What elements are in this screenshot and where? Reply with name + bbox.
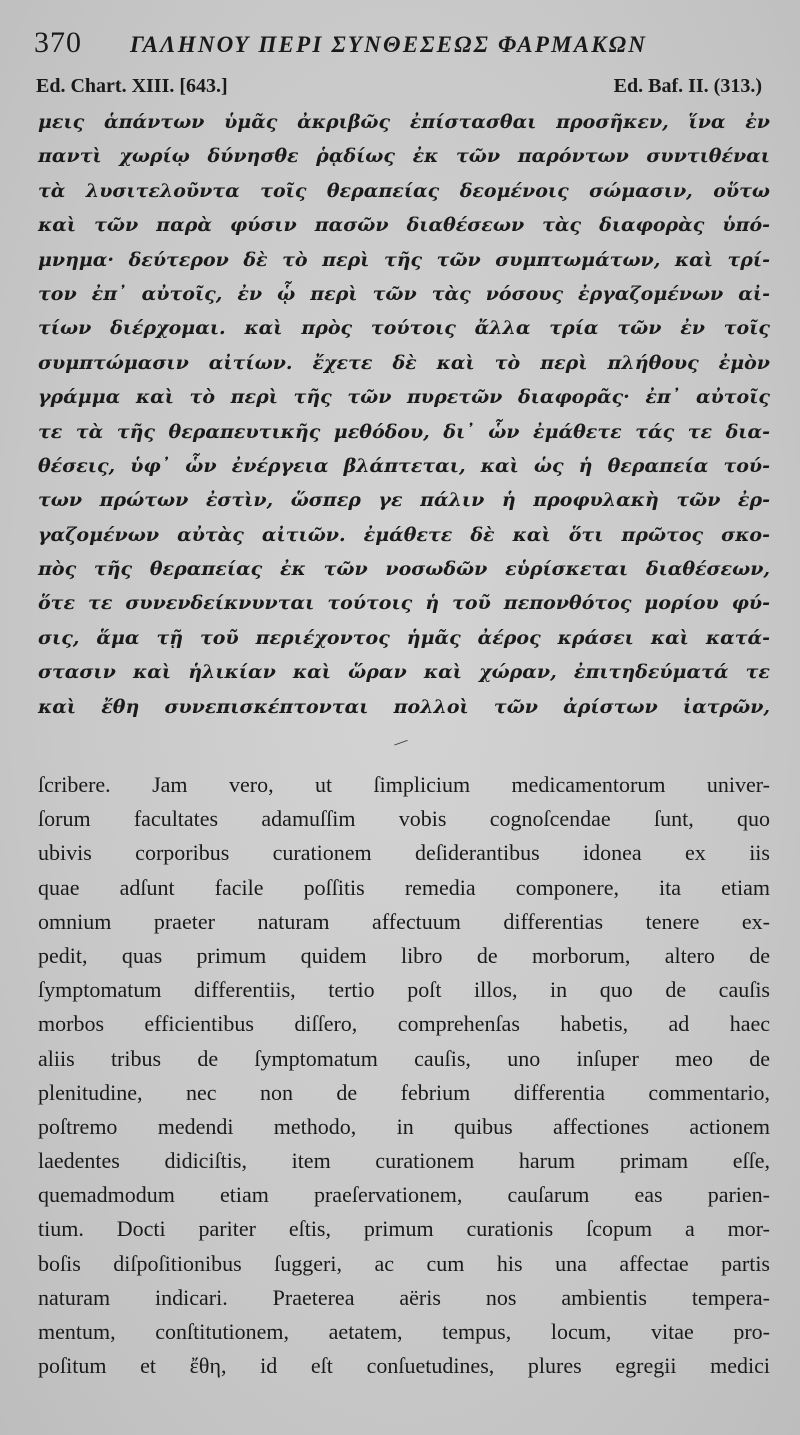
greek-text-line: ὅτε τε συνενδείκνυνται τούτοις ἡ τοῦ πεπονθότος μορίου φύ- (38, 592, 770, 615)
edition-basel-reference: Ed. Baf. II. (313.) (613, 75, 762, 97)
greek-text-line: μεις ἁπάντων ὑμᾶς ἀκριβῶς ἐπίστασθαι προσῆκεν, ἵνα ἐν (38, 111, 770, 133)
greek-text-line: καὶ τῶν παρὰ φύσιν πασῶν διαθέσεων τὰς διαφορὰς ὑπό- (38, 214, 770, 237)
greek-text-line: συμπτώμασιν αἰτίων. ἔχετε δὲ καὶ τὸ περὶ πλήθους ἐμὸν (38, 351, 770, 374)
greek-text-line: πὸς τῆς θεραπείας ἐκ τῶν νοσωδῶν εὑρίσκεται διαθέσεων, (38, 558, 770, 581)
latin-text-block (38, 768, 770, 1383)
latin-text-line: naturam indicari. Praeterea aëris nos ambientis tempera- (38, 1284, 770, 1310)
greek-text-line: τὰ λυσιτελοῦντα τοῖς θεραπείας δεομένοις σώμασιν, οὕτω (38, 179, 770, 202)
latin-text-line: ſorum facultates adamuſſim vobis cognoſcendae ſunt, quo (38, 806, 770, 832)
section-divider-mark (394, 740, 410, 751)
latin-text-line: mentum, conſtitutionem, aetatem, tempus, locum, vitae pro- (38, 1319, 770, 1344)
greek-text-line: στασιν καὶ ἡλικίαν καὶ ὥραν καὶ χώραν, ἐπιτηδεύματά τε (38, 661, 770, 684)
latin-text-line: tium. Docti pariter eſtis, primum curationis ſcopum a mor- (38, 1216, 770, 1242)
page-title: ΓΑΛΗΝΟΥ ΠΕΡΙ ΣΥΝΘΕΣΕΩΣ ΦΑΡΜΑΚΩΝ (130, 32, 648, 57)
greek-text-line: των πρώτων ἐστὶν, ὥσπερ γε πάλιν ἡ προφυλακὴ τῶν ἐρ- (38, 489, 770, 512)
greek-text-line: μνημα· δεύτερον δὲ τὸ περὶ τῆς τῶν συμπτωμάτων, καὶ τρί- (38, 248, 770, 271)
greek-text-line: γαζομένων αὐτὰς αἰτιῶν. ἐμάθετε δὲ καὶ ὅτι πρῶτος σκο- (38, 523, 770, 546)
latin-text-line: poſtremo medendi methodo, in quibus affectiones actionem (38, 1113, 770, 1139)
latin-text-line: pedit, quas primum quidem libro de morborum, altero de (38, 942, 770, 968)
greek-text-line: γράμμα καὶ τὸ περὶ τῆς τῶν πυρετῶν διαφορᾶς· ἐπ᾽ αὐτοῖς (38, 386, 770, 409)
greek-text-line: θέσεις, ὑφ᾽ ὧν ἐνέργεια βλάπτεται, καὶ ὡς ἡ θεραπεία τού- (38, 454, 770, 477)
latin-text-line: ubivis corporibus curationem deſiderantibus idonea ex iis (38, 840, 770, 866)
greek-text-line: τε τὰ τῆς θεραπευτικῆς μεθόδου, δι᾽ ὧν ἐμάθετε τάς τε δια- (38, 420, 770, 443)
latin-text-line: ſymptomatum differentiis, tertio poſt illos, in quo de cauſis (38, 977, 770, 1003)
latin-text-line: laedentes didiciſtis, item curationem harum primam eſſe, (38, 1148, 770, 1174)
latin-text-line: aliis tribus de ſymptomatum cauſis, uno inſuper meo de (38, 1045, 770, 1071)
greek-text-line: καὶ ἔθη συνεπισκέπτονται πολλοὶ τῶν ἀρίστων ἰατρῶν, (38, 695, 770, 718)
greek-text-line: σις, ἅμα τῇ τοῦ περιέχοντος ἡμᾶς ἀέρος κράσει καὶ κατά- (38, 626, 770, 649)
greek-text-block (38, 105, 770, 724)
latin-text-line: boſis diſpoſitionibus ſuggeri, ac cum his una affectae partis (38, 1250, 770, 1276)
greek-text-line: τίων διέρχομαι. καὶ πρὸς τούτοις ἄλλα τρία τῶν ἐν τοῖς (38, 317, 770, 340)
edition-chart-reference: Ed. Chart. XIII. [643.] (36, 75, 228, 97)
latin-text-line: plenitudine, nec non de febrium differentia commentario, (38, 1079, 770, 1105)
edition-reference-line (36, 75, 762, 98)
latin-text-line: quemadmodum etiam praeſervationem, cauſarum eas parien- (38, 1182, 770, 1208)
latin-text-line: ſcribere. Jam vero, ut ſimplicium medicamentorum univer- (38, 772, 770, 797)
latin-text-line: morbos efficientibus diſſero, comprehenſas habetis, ad haec (38, 1011, 770, 1037)
page-number: 370 (34, 26, 82, 59)
latin-text-line: poſitum et ἔθη, id eſt conſuetudines, plures egregii medici (38, 1353, 770, 1379)
running-head (34, 26, 770, 60)
greek-text-line: τον ἐπ᾽ αὐτοῖς, ἐν ᾧ περὶ τῶν τὰς νόσους ἐργαζομένων αἰ- (38, 282, 770, 305)
latin-text-line: quae adſunt facile poſſitis remedia componere, ita etiam (38, 874, 770, 900)
greek-text-line: παντὶ χωρίῳ δύνησθε ῥᾳδίως ἐκ τῶν παρόντων συντιθέναι (38, 145, 770, 168)
latin-text-line: omnium praeter naturam affectuum differentias tenere ex- (38, 908, 770, 934)
